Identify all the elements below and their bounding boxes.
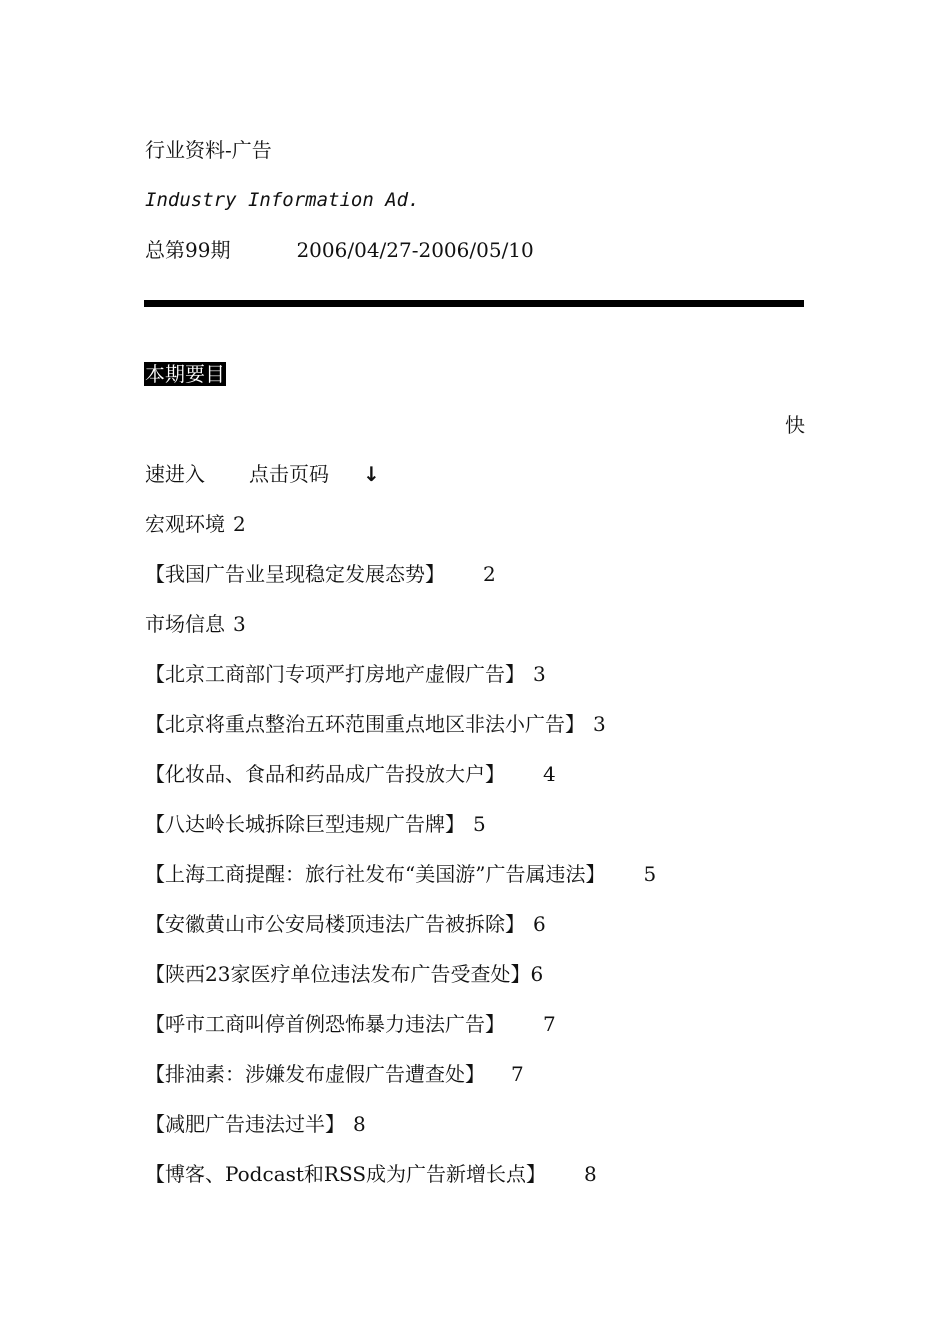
toc-entry-page-link[interactable]: 7	[543, 1012, 556, 1036]
toc-entry-title: 【我国广告业呈现稳定发展态势】	[145, 562, 445, 586]
toc-entry[interactable]	[145, 1111, 366, 1137]
toc-entry[interactable]	[145, 511, 246, 537]
quick-enter-row	[145, 461, 380, 487]
toc-entry[interactable]	[145, 1061, 524, 1087]
toc-entry-title: 【八达岭长城拆除巨型违规广告牌】	[145, 812, 465, 836]
toc-entry-title: 【陕西23家医疗单位违法发布广告受查处】	[145, 962, 531, 986]
toc-entry-page-link[interactable]: 6	[533, 912, 546, 936]
click-page-hint: 点击页码	[249, 462, 329, 486]
toc-entry-page-link[interactable]: 5	[643, 862, 657, 886]
toc-entry-page-link[interactable]: 3	[233, 612, 246, 636]
toc-entry-title: 【安徽黄山市公安局楼顶违法广告被拆除】	[145, 912, 525, 936]
toc-entry[interactable]	[145, 611, 246, 637]
toc-entry[interactable]	[145, 1011, 556, 1037]
quick-enter-start: 快	[785, 413, 805, 437]
toc-entry-title: 市场信息	[145, 612, 225, 636]
toc-entry-title: 【北京将重点整治五环范围重点地区非法小广告】	[145, 712, 585, 736]
toc-entry-title: 【呼市工商叫停首例恐怖暴力违法广告】	[145, 1012, 505, 1036]
toc-heading: 本期要目	[145, 362, 225, 386]
issue-number: 总第99期	[145, 238, 231, 262]
toc-entry-page-link[interactable]: 4	[543, 762, 556, 786]
document-subtitle: Industry Information Ad.	[145, 189, 420, 211]
toc-entry-page-link[interactable]: 5	[473, 812, 486, 836]
header-divider	[144, 300, 804, 307]
toc-entry[interactable]	[145, 561, 496, 587]
toc-entry-title: 【博客、Podcast和RSS成为广告新增长点】	[145, 1162, 547, 1186]
toc-entry[interactable]	[145, 911, 546, 937]
quick-enter-label: 速进入	[145, 462, 205, 486]
document-title: 行业资料-广告	[145, 138, 272, 162]
toc-entry[interactable]	[145, 861, 656, 887]
toc-entry-page-link[interactable]: 2	[483, 562, 496, 586]
toc-entry-title: 【排油素：涉嫌发布虚假广告遭查处】	[145, 1062, 485, 1086]
date-range: 2006/04/27-2006/05/10	[296, 238, 534, 262]
toc-entry[interactable]	[145, 811, 486, 837]
issue-line	[145, 237, 534, 263]
toc-entry[interactable]	[145, 1161, 597, 1187]
toc-entry-page-link[interactable]: 8	[584, 1162, 597, 1186]
toc-entry-page-link[interactable]: 8	[353, 1112, 366, 1136]
down-arrow-icon: ↓	[363, 462, 380, 486]
toc-entry-title: 【北京工商部门专项严打房地产虚假广告】	[145, 662, 525, 686]
toc-entry-page-link[interactable]: 3	[593, 712, 606, 736]
toc-entry-page-link[interactable]: 7	[511, 1062, 524, 1086]
toc-entry-page-link[interactable]: 3	[533, 662, 546, 686]
toc-entry[interactable]	[145, 711, 606, 737]
toc-entry-title: 宏观环境	[145, 512, 225, 536]
toc-entry-title: 【减肥广告违法过半】	[145, 1112, 345, 1136]
toc-entry[interactable]	[145, 661, 546, 687]
toc-entry[interactable]	[145, 761, 556, 787]
toc-entry-title: 【化妆品、食品和药品成广告投放大户】	[145, 762, 505, 786]
toc-entry-page-link[interactable]: 6	[530, 962, 544, 986]
toc-entry-page-link[interactable]: 2	[233, 512, 246, 536]
toc-entry[interactable]	[145, 961, 543, 987]
toc-entry-title: 【上海工商提醒：旅行社发布“美国游”广告属违法】	[145, 862, 606, 886]
